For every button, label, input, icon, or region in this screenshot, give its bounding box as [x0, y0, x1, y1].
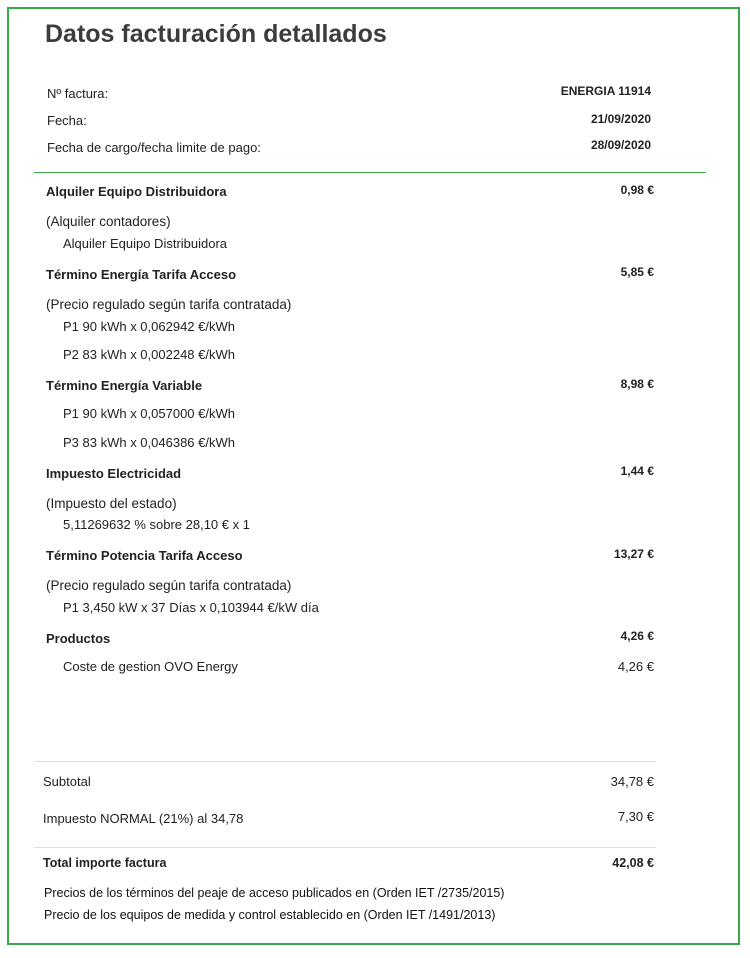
section-amount: 4,26 €: [620, 629, 654, 643]
tax-value: 7,30 €: [617, 809, 654, 824]
detail-line: P3 83 kWh x 0,046386 €/kWh: [63, 435, 235, 450]
section-subtitle: (Impuesto del estado): [46, 496, 177, 511]
subtotal-value: 34,78 €: [610, 774, 654, 789]
header-divider: [34, 172, 706, 173]
totals-divider: [34, 761, 656, 762]
section-amount: 0,98 €: [620, 183, 654, 197]
subtotal-label: Subtotal: [43, 774, 91, 789]
total-divider: [34, 847, 656, 848]
detail-line: Alquiler Equipo Distribuidora: [63, 236, 228, 251]
invoice-date-value: 21/09/2020: [590, 112, 651, 126]
section-title: Impuesto Electricidad: [46, 466, 182, 481]
section-title: Alquiler Equipo Distribuidora: [46, 184, 227, 199]
tax-label: Impuesto NORMAL (21%) al 34,78: [43, 811, 244, 826]
detail-line: P1 90 kWh x 0,057000 €/kWh: [63, 406, 235, 421]
detail-line: P1 90 kWh x 0,062942 €/kWh: [63, 319, 235, 334]
section-title: Productos: [46, 631, 111, 646]
section-title: Término Energía Variable: [46, 378, 203, 393]
invoice-number-label: Nº factura:: [47, 86, 109, 101]
regulation-note: Precio de los equipos de medida y control establecido en (Orden IET /1491/2013): [44, 908, 496, 922]
total-value: 42,08 €: [612, 856, 654, 870]
detail-line: Coste de gestion OVO Energy: [63, 659, 238, 674]
section-subtitle: (Alquiler contadores): [46, 214, 171, 229]
section-amount: 5,85 €: [620, 265, 654, 279]
invoice-date-label: Fecha:: [47, 113, 87, 128]
section-title: Término Energía Tarifa Acceso: [46, 267, 237, 282]
detail-line: P2 83 kWh x 0,002248 €/kWh: [63, 347, 235, 362]
section-title: Término Potencia Tarifa Acceso: [46, 548, 243, 563]
section-subtitle: (Precio regulado según tarifa contratada): [46, 578, 292, 593]
detail-line-amount: 4,26 €: [617, 659, 654, 674]
section-amount: 8,98 €: [620, 377, 654, 391]
detail-line: 5,11269632 % sobre 28,10 € x 1: [63, 517, 250, 532]
detail-line: P1 3,450 kW x 37 Días x 0,103944 €/kW día: [63, 600, 319, 615]
section-amount: 1,44 €: [620, 464, 654, 478]
section-subtitle: (Precio regulado según tarifa contratada): [46, 297, 292, 312]
section-amount: 13,27 €: [613, 547, 654, 561]
charge-date-label: Fecha de cargo/fecha limite de pago:: [47, 140, 261, 155]
regulation-note: Precios de los términos del peaje de acceso publicados en (Orden IET /2735/2015): [44, 886, 505, 900]
invoice-number-value: ENERGIA 11914: [560, 84, 651, 98]
total-label: Total importe factura: [43, 856, 167, 870]
page-title: Datos facturación detallados: [45, 20, 387, 48]
charge-date-value: 28/09/2020: [590, 138, 651, 152]
